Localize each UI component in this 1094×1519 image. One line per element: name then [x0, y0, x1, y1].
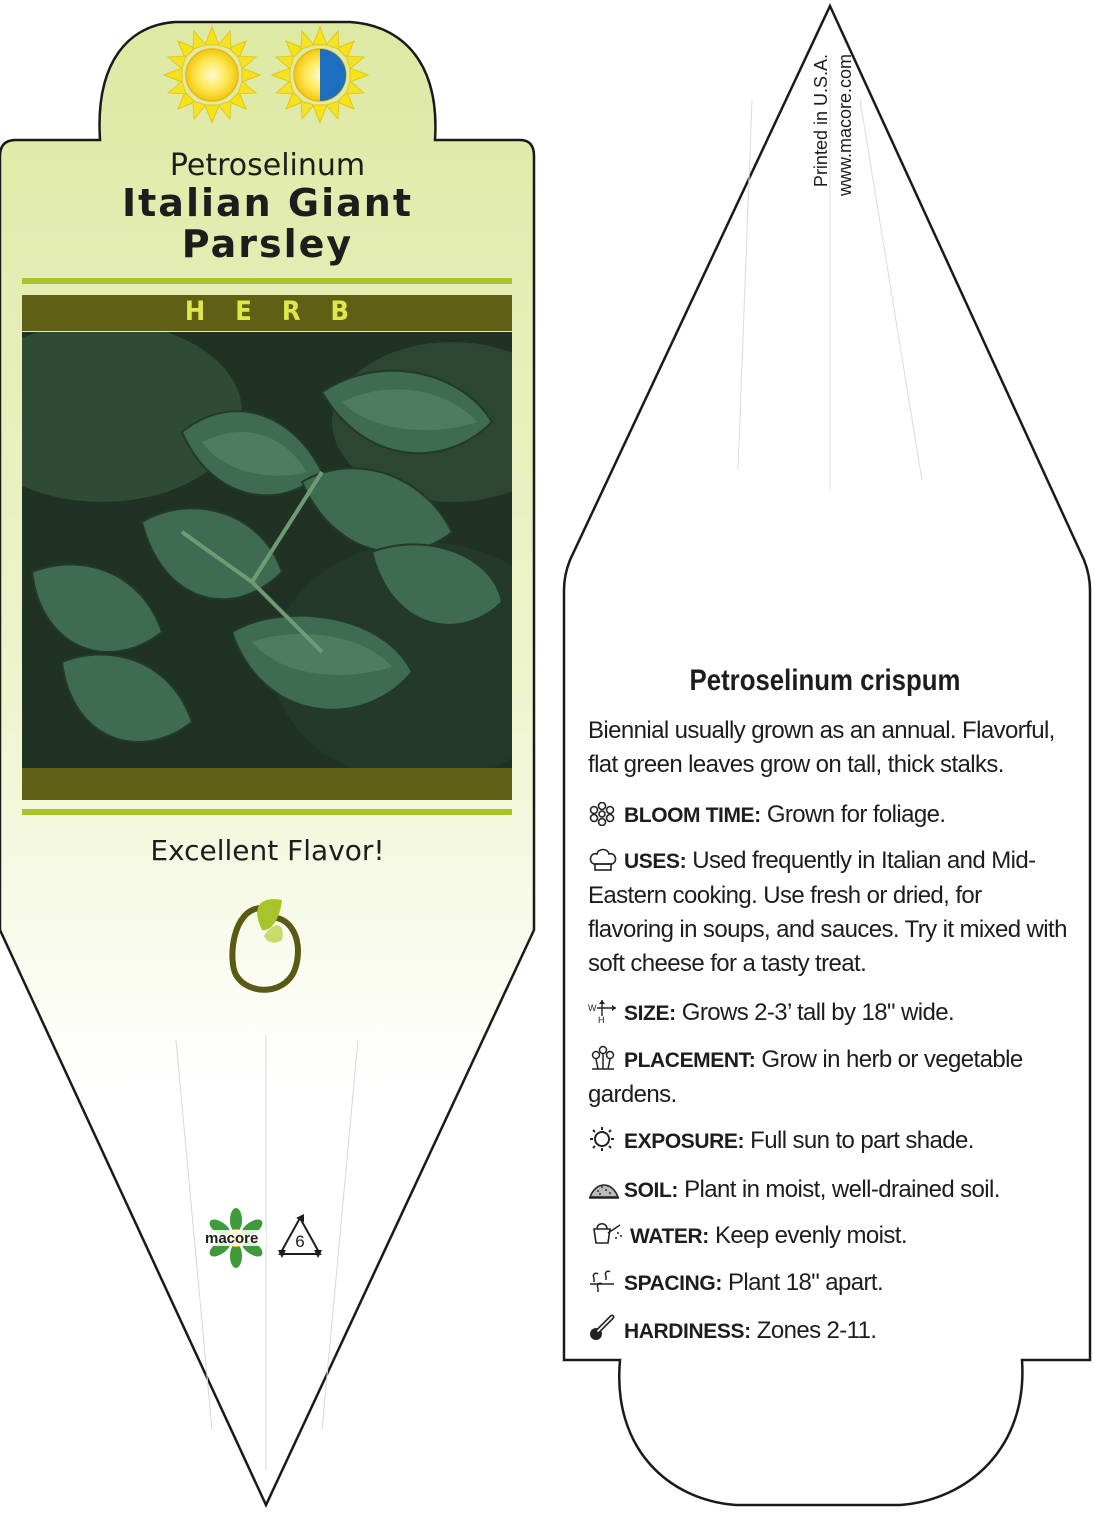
attr-value: Zones 2-11. [756, 1317, 877, 1344]
attr-bloom-time [588, 798, 1068, 833]
attr-exposure [588, 1124, 1068, 1159]
parsley-photo [22, 332, 512, 768]
bottom-rule [22, 809, 512, 815]
attr-value: Grows 2-3’ tall by 18" wide. [681, 999, 955, 1026]
attr-label: HARDINESS: [624, 1320, 751, 1343]
attr-placement [588, 1043, 1068, 1112]
attr-hardiness [588, 1314, 1068, 1349]
front-name-line1: Italian Giant [122, 181, 413, 225]
printed-line2: www.macore.com [835, 54, 855, 197]
attr-spacing [588, 1266, 1068, 1301]
size-icon-w: W [588, 1003, 596, 1013]
size-arrows-icon [588, 998, 618, 1022]
brand-name: macore [205, 1230, 259, 1247]
attr-label: SPACING: [624, 1272, 722, 1295]
soil-mound-icon [588, 1175, 618, 1199]
attr-value: Keep evenly moist. [714, 1222, 907, 1249]
attr-value: Plant in moist, well-drained soil. [684, 1176, 1000, 1203]
photo-bottom-band [22, 768, 512, 800]
watering-can-icon [588, 1219, 624, 1243]
flower-icon [588, 802, 618, 826]
front-common-name [50, 183, 485, 265]
attr-value: Grown for foliage. [766, 801, 946, 828]
recycle-code: 6 [295, 1232, 305, 1251]
attr-size [588, 996, 1068, 1031]
attr-soil [588, 1173, 1068, 1208]
attr-label: SIZE: [624, 1002, 676, 1025]
front-genus: Petroselinum [169, 148, 366, 183]
category-label: HERB [184, 296, 380, 327]
attr-value: Grow in herb or vegetable gardens. [588, 1046, 1023, 1108]
attr-uses [588, 844, 1068, 981]
sun-outline-icon [588, 1126, 618, 1150]
attr-value: Used frequently in Italian and Mid-Eastern cooking. Use fresh or dried, for flavoring in soups, and sauces. Try it mixed with soft cheese for a tasty treat. [588, 847, 1067, 977]
part-sun-icon [272, 27, 368, 123]
botanical-name: Petroselinum crispum [689, 664, 961, 697]
attr-label: USES: [624, 850, 687, 873]
plants-icon [588, 1045, 618, 1069]
thermometer-icon [588, 1314, 618, 1338]
front-name-line2: Parsley [181, 222, 354, 266]
attr-value: Plant 18" apart. [728, 1269, 884, 1296]
attr-label: PLACEMENT: [624, 1049, 756, 1072]
attr-label: WATER: [630, 1225, 709, 1248]
tagline: Excellent Flavor! [150, 834, 385, 867]
attr-label: BLOOM TIME: [624, 804, 761, 827]
attr-label: EXPOSURE: [624, 1130, 745, 1153]
printed-notice [809, 54, 857, 254]
spacing-sprouts-icon [588, 1268, 618, 1292]
printed-line1: Printed in U.S.A. [811, 54, 831, 188]
size-icon-h: H [598, 1015, 604, 1024]
full-sun-icon [164, 27, 260, 123]
attr-label: SOIL: [624, 1179, 678, 1202]
attr-value: Full sun to part shade. [750, 1127, 974, 1154]
description: Biennial usually grown as an annual. Flavorful, flat green leaves grow on tall, thick stalks. [588, 717, 1055, 778]
top-rule [22, 278, 512, 284]
attr-water [588, 1219, 1068, 1254]
chef-hat-icon [588, 848, 618, 872]
